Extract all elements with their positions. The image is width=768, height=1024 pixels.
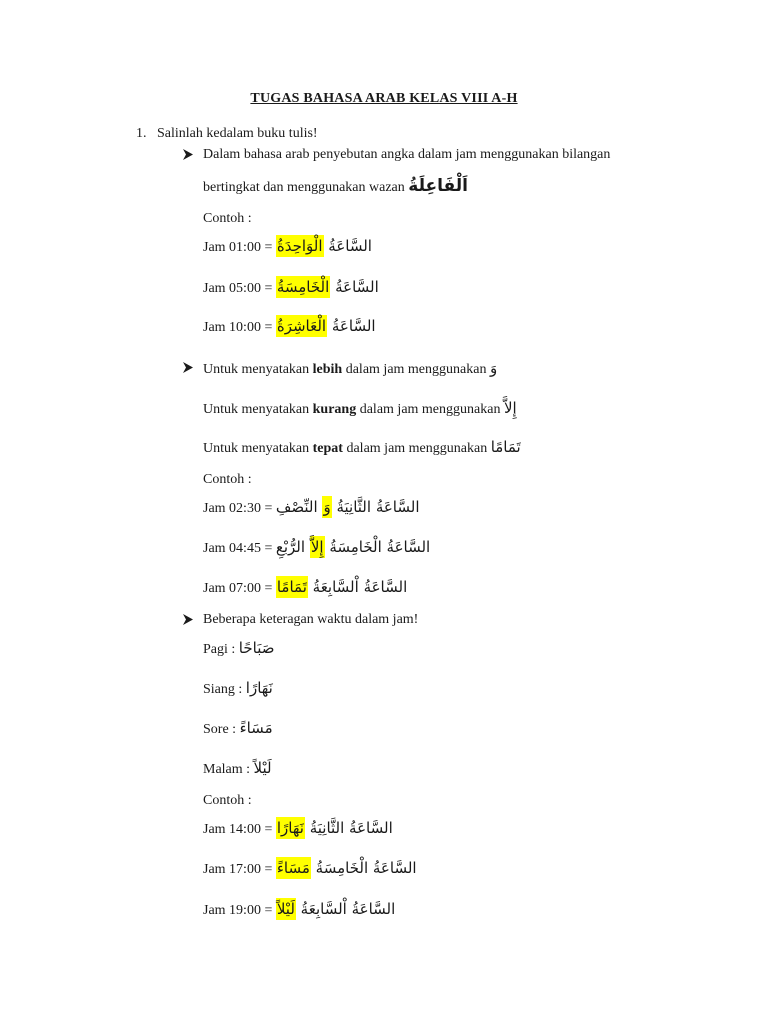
section3-heading: Beberapa keteragan waktu dalam jam!	[203, 612, 419, 627]
rule-keyword: tepat	[312, 441, 343, 456]
highlighted-arabic: إِلاَّ	[310, 538, 324, 556]
arabic-prefix: السَّاعَةُ الثَّانِيَةُ	[336, 498, 420, 516]
arrow-bullet-icon	[182, 149, 193, 160]
rule-text: dalam jam menggunakan	[359, 402, 501, 417]
rule-lebih	[203, 358, 497, 380]
example-row	[203, 577, 407, 599]
arabic-prefix: السَّاعَةُ	[335, 278, 379, 296]
example-time: Jam 01:00 =	[203, 240, 273, 255]
arrow-bullet-icon	[182, 614, 193, 625]
time-of-day-arabic: مَسَاءً	[239, 719, 273, 737]
example-time: Jam 19:00 =	[203, 903, 273, 918]
rule-arabic: وَ	[489, 359, 498, 377]
time-of-day-row	[203, 638, 274, 660]
time-of-day-label: Pagi :	[203, 642, 236, 657]
section1-line2-text: bertingkat dan menggunakan wazan	[203, 180, 405, 195]
example-time: Jam 05:00 =	[203, 281, 273, 296]
rule-text: dalam jam menggunakan	[346, 441, 488, 456]
time-of-day-arabic: نَهَارًا	[245, 679, 273, 697]
example-label: Contoh :	[203, 793, 252, 808]
example-time: Jam 14:00 =	[203, 822, 273, 837]
example-time: Jam 04:45 =	[203, 541, 273, 556]
rule-text: Untuk menyatakan	[203, 402, 310, 417]
arabic-prefix: السَّاعَةُ الْخَامِسَةُ	[329, 538, 431, 556]
example-arabic	[276, 276, 379, 298]
time-of-day-arabic: لَيْلاً	[253, 759, 272, 777]
example-arabic	[276, 576, 407, 598]
page-title: TUGAS BAHASA ARAB KELAS VIII A-H	[250, 91, 518, 106]
example-row	[203, 818, 393, 840]
rule-keyword: lebih	[312, 362, 343, 377]
example-row	[203, 316, 376, 338]
arabic-prefix: السَّاعَةُ الْخَامِسَةُ	[315, 859, 417, 877]
example-arabic	[276, 315, 376, 337]
example-arabic	[276, 536, 430, 558]
arabic-prefix: السَّاعَةُ الثَّانِيَةُ	[309, 819, 393, 837]
time-of-day-label: Siang :	[203, 682, 243, 697]
example-arabic	[276, 235, 372, 257]
example-arabic	[276, 898, 395, 920]
rule-kurang	[203, 398, 517, 420]
arabic-prefix: السَّاعَةُ	[331, 317, 376, 335]
arabic-prefix: السَّاعَةُ اْلسَّابِعَةُ	[300, 900, 396, 918]
rule-arabic: إِلاَّ	[503, 399, 517, 417]
rule-keyword: kurang	[312, 402, 357, 417]
rule-tepat	[203, 437, 521, 459]
example-time: Jam 07:00 =	[203, 581, 273, 596]
example-time: Jam 10:00 =	[203, 320, 273, 335]
time-of-day-row	[203, 718, 273, 740]
example-row	[203, 858, 417, 880]
arabic-suffix: الرُّبْعِ	[275, 538, 306, 556]
example-arabic	[276, 817, 393, 839]
highlighted-arabic: تَمَامًا	[276, 578, 307, 596]
time-of-day-label: Sore :	[203, 722, 237, 737]
example-row	[203, 497, 420, 519]
time-of-day-row	[203, 678, 273, 700]
rule-text: dalam jam menggunakan	[345, 362, 487, 377]
highlighted-arabic: الْخَامِسَةُ	[276, 278, 330, 296]
highlighted-arabic: نَهَارًا	[276, 819, 304, 837]
example-time: Jam 02:30 =	[203, 501, 273, 516]
example-row	[203, 537, 430, 559]
highlighted-arabic: لَيْلاً	[276, 900, 295, 918]
section1-line1: Dalam bahasa arab penyebutan angka dalam jam menggunakan bilangan	[203, 147, 611, 162]
example-row	[203, 277, 379, 299]
time-of-day-row	[203, 758, 272, 780]
arabic-prefix: السَّاعَةُ	[328, 237, 372, 255]
arabic-suffix: النِّصْفِ	[275, 498, 318, 516]
example-row	[203, 899, 395, 921]
section1-line2	[203, 176, 468, 198]
list-number: 1.	[136, 126, 147, 141]
highlighted-arabic: مَسَاءً	[276, 859, 310, 877]
example-label: Contoh :	[203, 211, 252, 226]
example-arabic	[276, 857, 417, 879]
rule-text: Untuk menyatakan	[203, 441, 310, 456]
highlighted-arabic: الْعَاشِرَةُ	[276, 317, 327, 335]
example-label: Contoh :	[203, 472, 252, 487]
rule-arabic: تَمَامًا	[490, 438, 521, 456]
instruction-text: Salinlah kedalam buku tulis!	[157, 126, 318, 141]
arabic-prefix: السَّاعَةُ اْلسَّابِعَةُ	[312, 578, 408, 596]
time-of-day-label: Malam :	[203, 762, 251, 777]
time-of-day-arabic: صَبَاحًا	[238, 639, 275, 657]
highlighted-arabic: الْوَاحِدَةُ	[276, 237, 323, 255]
example-row	[203, 236, 372, 258]
example-time: Jam 17:00 =	[203, 862, 273, 877]
example-arabic	[276, 496, 420, 518]
wazan-arabic: اَلْفَاعِلَةُ	[408, 176, 468, 196]
highlighted-arabic: وَ	[323, 498, 331, 516]
arrow-bullet-icon	[182, 362, 193, 373]
rule-text: Untuk menyatakan	[203, 362, 310, 377]
